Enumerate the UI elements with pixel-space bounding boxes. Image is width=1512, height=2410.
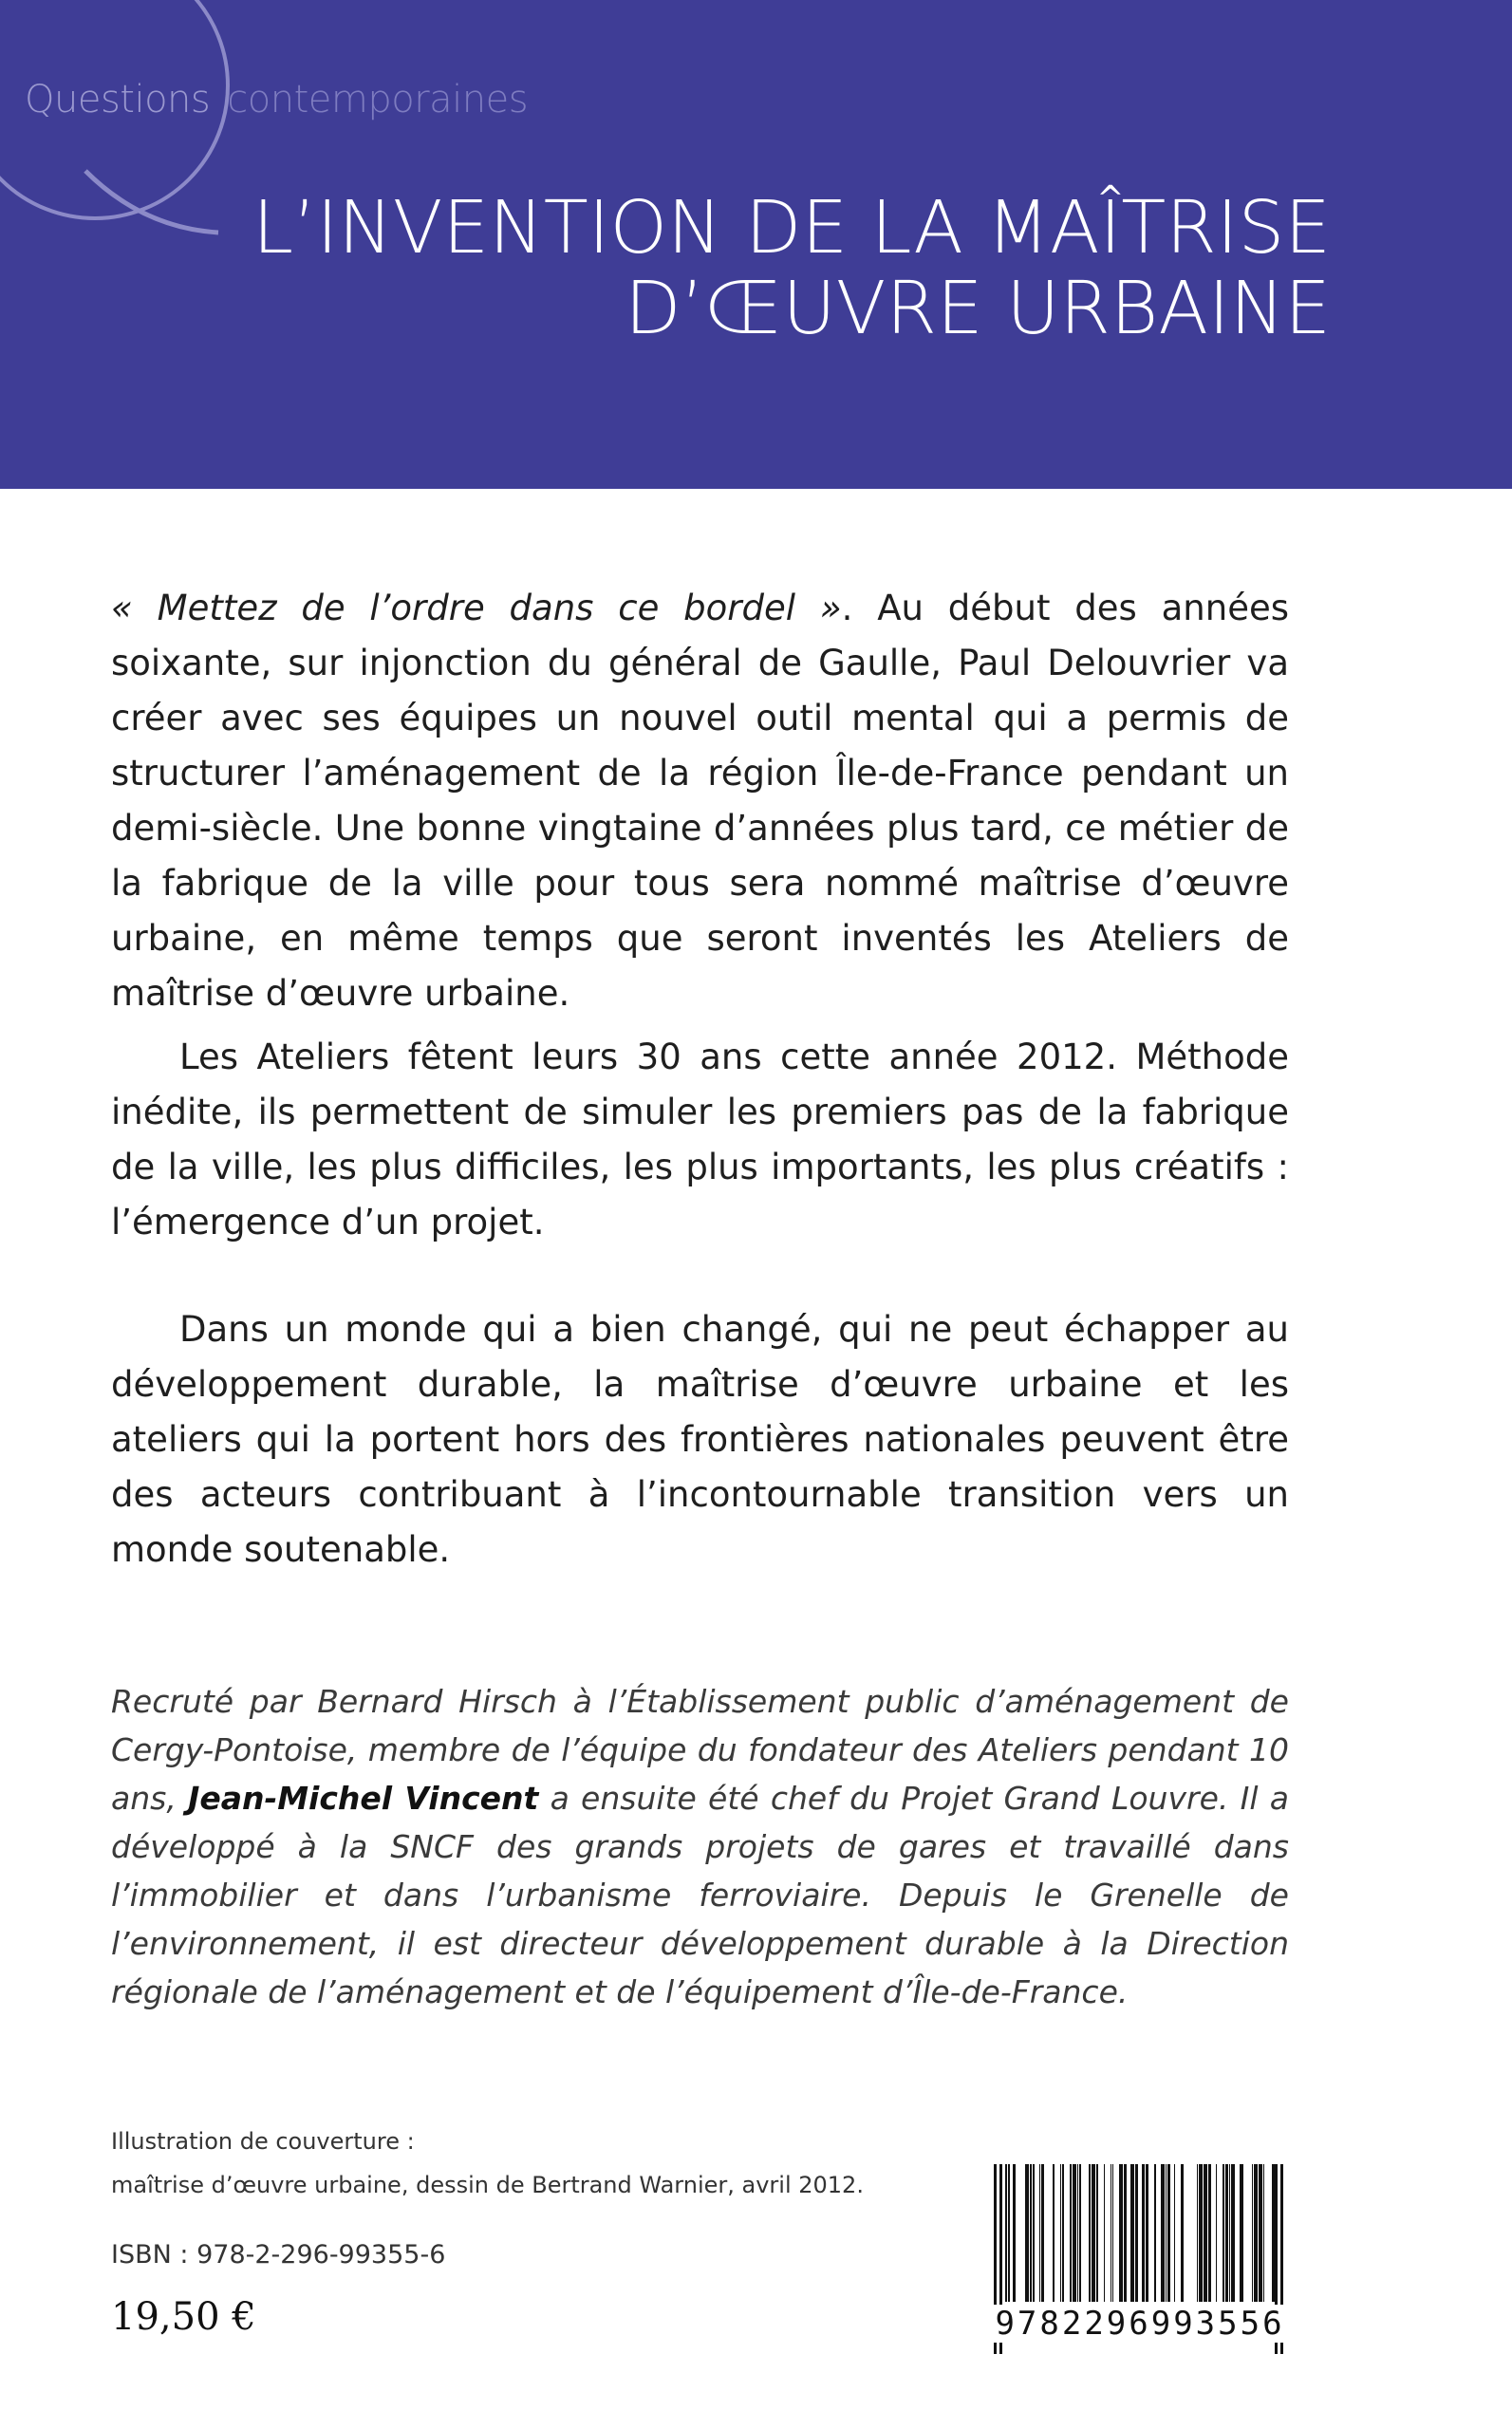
blurb-paragraph-2: Les Ateliers fêtent leurs 30 ans cette année 2012. Méthode inédite, ils permettent de simuler les premiers pas de la fabrique de la ville, les plus difficiles, les plus importants, les plus créatifs : l’émergence d’un projet. — [111, 1037, 1289, 1242]
series-name — [25, 78, 528, 121]
title-line-1: L’INVENTION DE LA MAÎTRISE — [252, 186, 1331, 271]
author-bio-intro: Recruté par Bernard Hirsch à l’Établissement public d’aménagement de Cergy-Pontoise, membre de l’équipe du fondateur des Ateliers pendant 10 ans, — [111, 1683, 1289, 1817]
illustration-credit-label: Illustration de couverture : — [111, 2128, 415, 2155]
blurb-paragraph-1-text: . Au début des années soixante, sur injonction du général de Gaulle, Paul Delouvrier va créer avec ses équipes un nouvel outil mental qui a permis de structurer l’aménagement de la région Île-de-France pendant un demi-siècle. Une bonne vingtaine d’années plus tard, ce métier de la fabrique de la ville pour tous sera nommé maîtrise d’œuvre urbaine, en même temps que seront inventés les Ateliers de maîtrise d’œuvre urbaine. — [111, 588, 1289, 1014]
q-logo-icon — [0, 0, 256, 256]
cover-header — [0, 0, 1512, 489]
price: 19,50 € — [111, 2295, 256, 2339]
blurb-quote: « Mettez de l’ordre dans ce bordel » — [111, 588, 842, 628]
blurb-paragraph-1 — [111, 581, 1289, 1021]
author-bio-rest: a ensuite été chef du Projet Grand Louvre. Il a développé à la SNCF des grands projets de gares et travaillé dans l’immobilier et dans l’urbanisme ferroviaire. Depuis le Grenelle de l’environnement, il est directeur développement durable à la Direction régionale de l’aménagement et de l’équipement d’Île-de-France. — [111, 1780, 1289, 2010]
author-bio — [111, 1677, 1289, 2016]
isbn: ISBN : 978-2-296-99355-6 — [111, 2240, 446, 2270]
title-line-2: D’ŒUVRE URBAINE — [625, 267, 1331, 351]
barcode-digits: 9782296993556 — [992, 2305, 1288, 2343]
author-name: Jean-Michel Vincent — [188, 1780, 539, 1817]
cover-illustration-credit — [111, 2120, 864, 2207]
blurb-paragraph-3: Dans un monde qui a bien changé, qui ne peut échapper au développement durable, la maîtrise d’œuvre urbaine et les ateliers qui la portent hors des frontières nationales peuvent être des acteurs contribuant à l’incontournable transition vers un monde soutenable. — [111, 1309, 1289, 1570]
series-word-2: contemporaines — [227, 78, 529, 121]
illustration-credit-text: maîtrise d’œuvre urbaine, dessin de Bertrand Warnier, avril 2012. — [111, 2172, 864, 2198]
series-word-1: Questions — [25, 78, 211, 121]
book-title — [252, 188, 1331, 349]
